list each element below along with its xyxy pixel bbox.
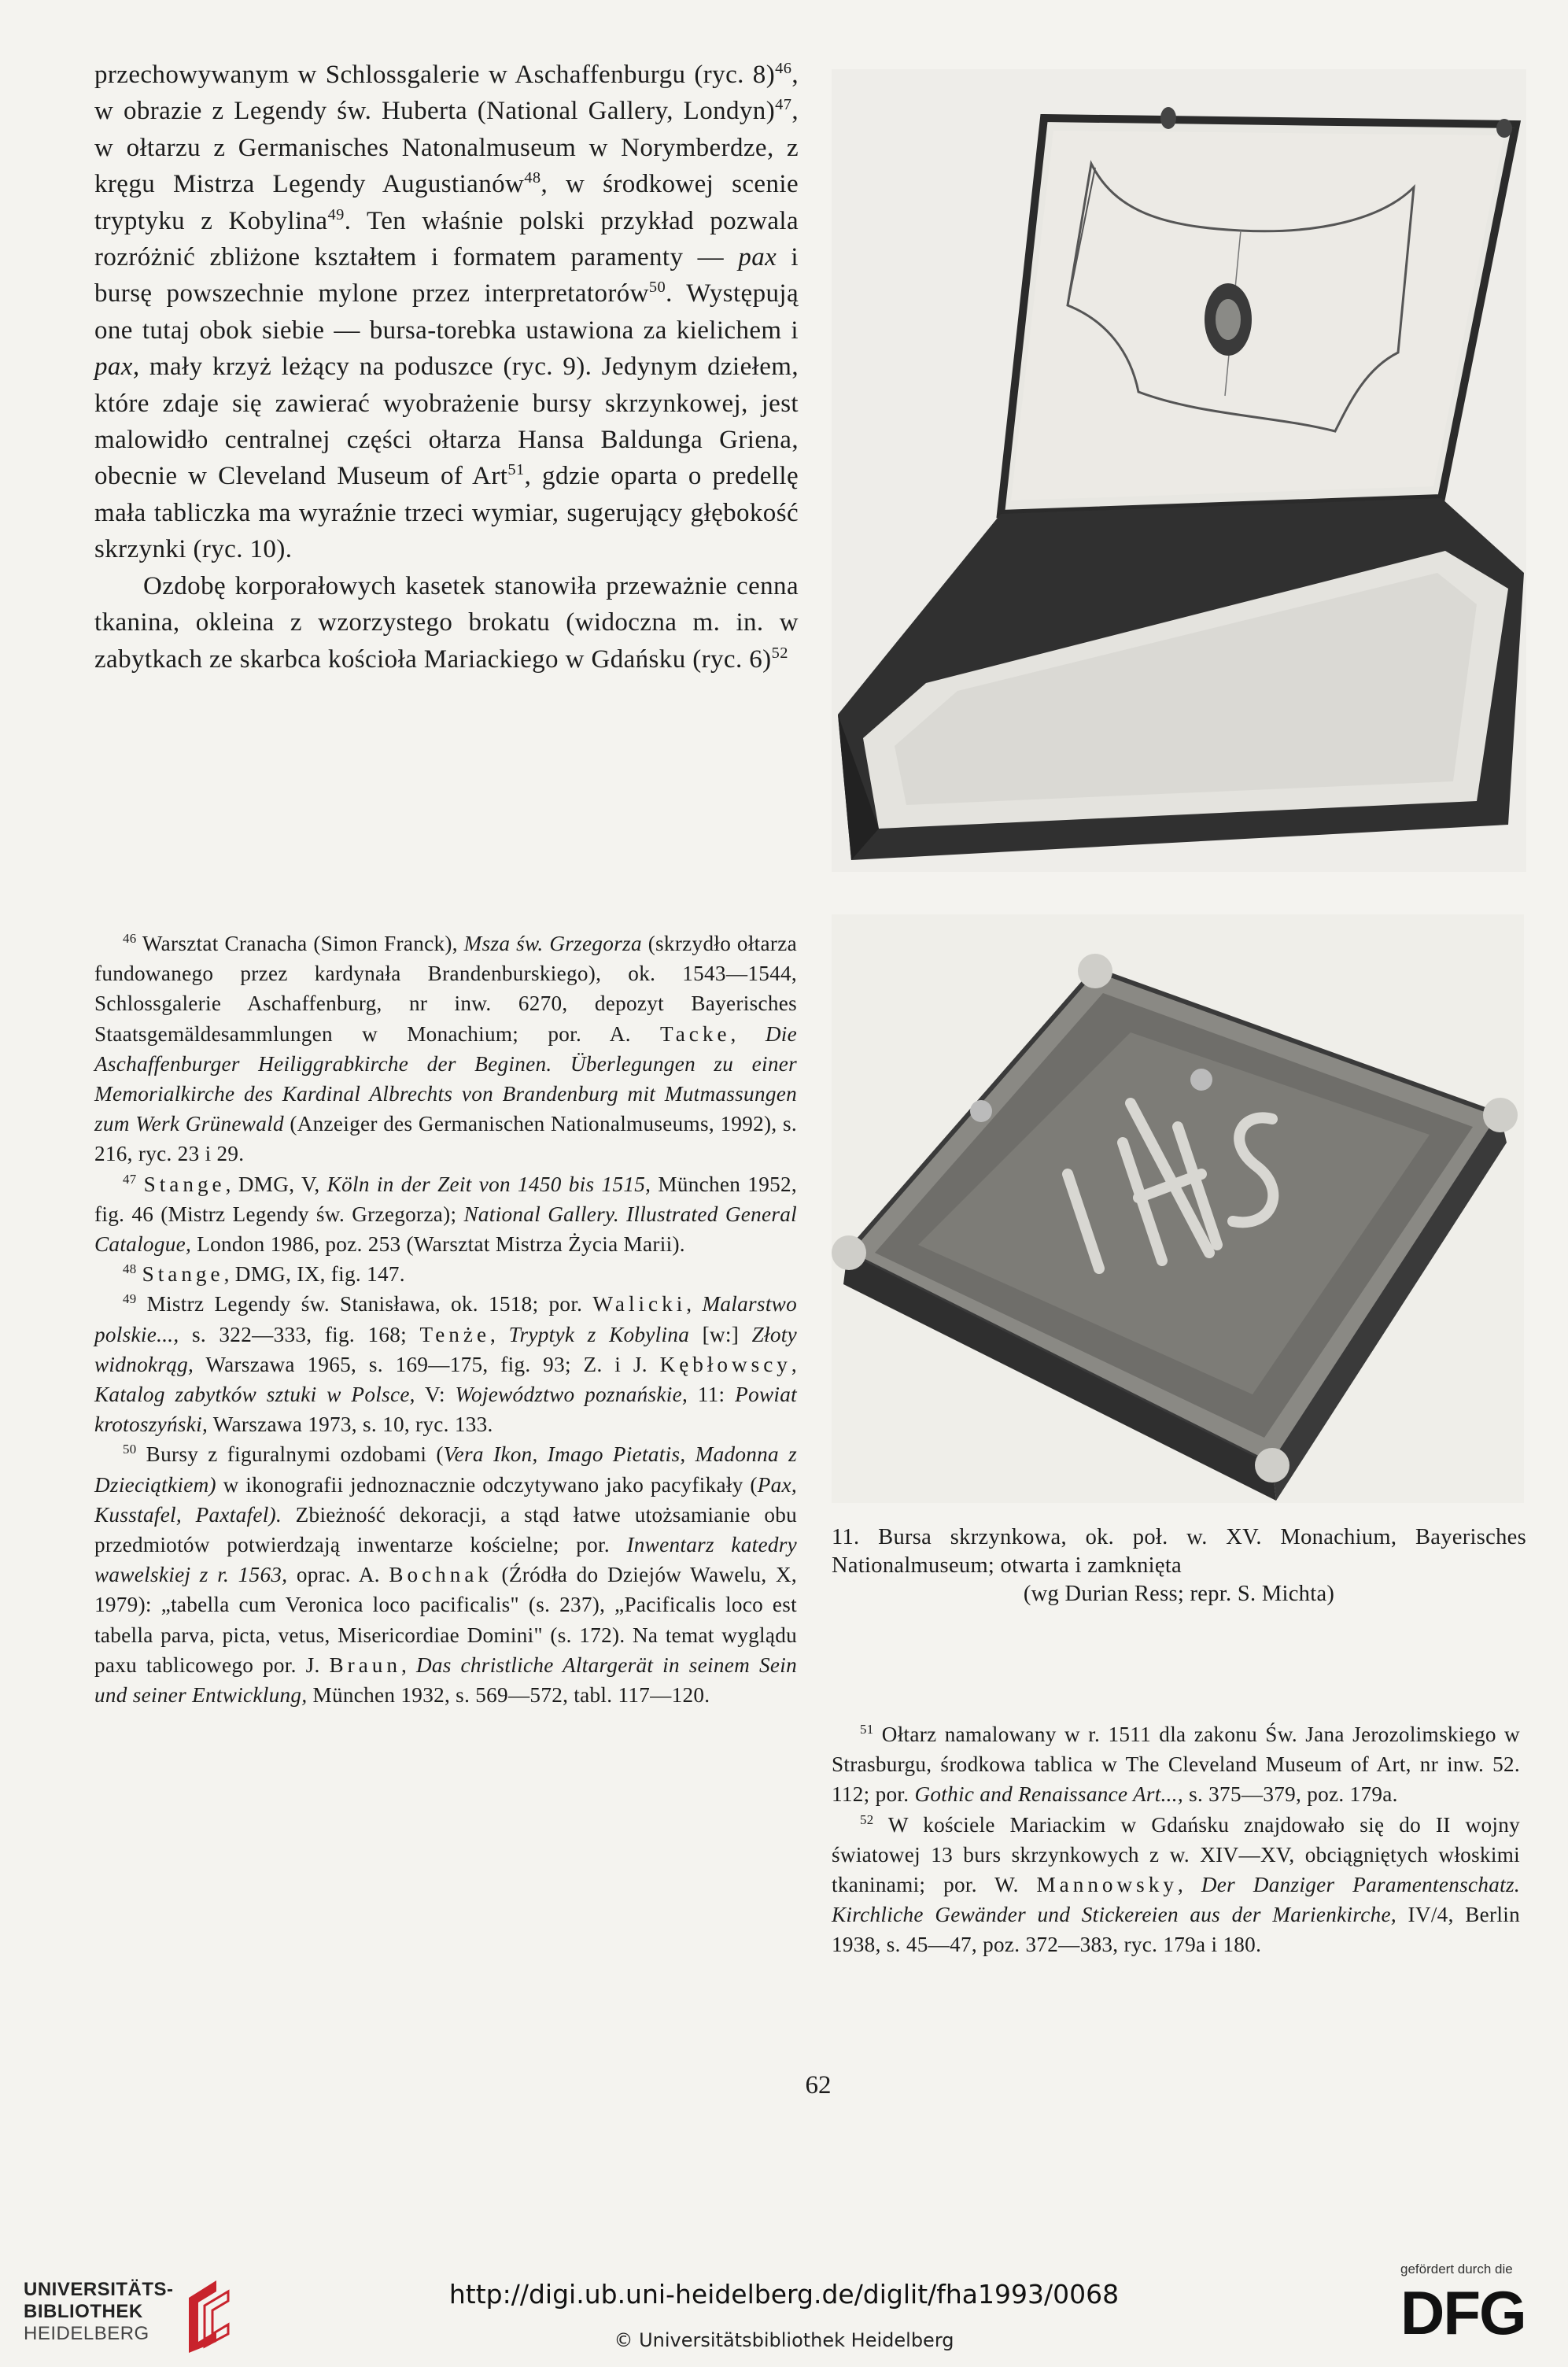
paragraph-1: przechowywanym w Schlossgalerie w Aschaffenburgu (ryc. 8)$^{46}$, w obrazie z Legendy św. Huberta (National Gallery, Londyn)$^{47}$, w ołtarzu z Germanisches Natonalmuseum w Norymberdze, z kręgu Mistrza Legendy Augustianów$^{48}$, w środkowej scenie tryptyku z Kobylina$^{49}$. Ten właśnie polski przykład pozwala rozróżnić zbliżone kształtem i formatem paramenty — pax i bursę powszechnie mylone przez interpretatorów$^{50}$. Występują one tutaj obok siebie — bursa-torebka ustawiona za kielichem i pax, mały krzyż leżący na poduszce (ryc. 9). Jedynym dziełem, które zdaje się zawierać wyobrażenie bursy skrzynkowej, jest malowidło centralnej części ołtarza Hansa Baldunga Griena, obecnie w Cleveland Museum of Art$^{51}$, gdzie oparta o predellę mała tabliczka ma wyraźnie trzeci wymiar, sugerujący głębokość skrzynki (ryc. 10). [94, 60, 799, 564]
footnote-47: $^{47}$ Stange, DMG, V, Köln in der Zeit von 1450 bis 1515, München 1952, fig. 46 (Mistrz Legendy św. Grzegorza); National Gallery. Illustrated General Catalogue, London 1986, poz. 253 (Warsztat Mistrza Życia Marii). [94, 1171, 798, 1257]
library-name: UNIVERSITÄTS- BIBLIOTHEK HEIDELBERG [24, 2279, 174, 2344]
copyright-notice: © Universitätsbibliothek Heidelberg [614, 2329, 954, 2351]
footnote-ref: 46 [775, 60, 792, 77]
dfg-logo[interactable]: gefördert durch die DFG [1400, 2262, 1526, 2347]
footnote-ref: 50 [648, 279, 666, 297]
footnote-ref: 52 [771, 644, 788, 662]
closed-box-image [832, 914, 1524, 1503]
footnote-46: $^{46}$ Warsztat Cranacha (Simon Franck), Msza św. Grzegorza (skrzydło ołtarza fundowanego przez kardynała Brandenburskiego), ok. 1543—1544, Schlossgalerie Aschaffenburg, nr inw. 6270, depozyt Bayerisches Staatsgemäldesammlungen w Monachium; por. A. Tacke, Die Aschaffenburger Heiliggrabkirche der Beginen. Überlegungen zu einer Memorialkirche des Kardinal Albrechts von Brandenburg mit Mutmassungen zum Werk Grünewald (Anzeiger des Germanischen Nationalmuseums, 1992), s. 216, ryc. 23 i 29. [94, 930, 797, 1166]
footnotes-left [94, 929, 797, 1710]
photo-closed-bursa [832, 914, 1524, 1503]
footnote-ref: 47 [775, 96, 792, 114]
main-text [94, 57, 799, 678]
footnote-50: $^{50}$ Bursy z figuralnymi ozdobami (Vera Ikon, Imago Pietatis, Madonna z Dzieciątkiem) w ikonografii jednoznacznie odczytywano jako pacyfikały (Pax, Kusstafel, Paxtafel). Zbieżność dekoracji, a stąd łatwe utożsamianie obu przedmiotów potwierdzają inwentarze kościelne; por. Inwentarz katedry wawelskiej z r. 1563, oprac. A. Bochnak (Źródła do Dziejów Wawelu, X, 1979): „tabella cum Veronica loco pacificalis" (s. 237), „Pacificalis loco est tabella parva, picta, vetus, Misericordiae Domini" (s. 172). Na temat wyglądu paxu tablicowego por. J. Braun, Das christliche Altargerät in seinem Sein und seiner Entwicklung, München 1932, s. 569—572, tabl. 117—120. [94, 1442, 798, 1708]
footnote-49: $^{49}$ Mistrz Legendy św. Stanisława, ok. 1518; por. Walicki, Malarstwo polskie..., s. 322—333, fig. 168; Tenże, Tryptyk z Kobylina [w:] Złoty widnokrąg, Warszawa 1965, s. 169—175, fig. 93; Z. i J. Kębłowscy, Katalog zabytków sztuki w Polsce, V: Województwo poznańskie, 11: Powiat krotoszyński, Warszawa 1973, s. 10, ryc. 133. [94, 1291, 797, 1437]
open-box-image [832, 69, 1526, 872]
page-number: 62 [805, 2071, 832, 2099]
footnote-51: $^{51}$ Ołtarz namalowany w r. 1511 dla zakonu Św. Jana Jerozolimskiego w Strasburgu, środkowa tablica w The Cleveland Museum of Art, nr inw. 52. 112; por. Gothic and Renaissance Art..., s. 375—379, poz. 179a. [832, 1721, 1520, 1807]
footnote-ref: 48 [524, 169, 541, 187]
photo-open-bursa [832, 69, 1526, 872]
paragraph-2: Ozdobę korporałowych kasetek stanowiła przeważnie cenna tkanina, okleina z wzorzystego brokatu (widoczna m. in. w zabytkach ze skarbca kościoła Mariackiego w Gdańsku (ryc. 6)$^{52}$ [94, 571, 799, 674]
footnote-48: $^{48}$ Stange, DMG, IX, fig. 147. [123, 1261, 405, 1287]
footnotes-right [832, 1719, 1520, 1960]
figure-caption: 11. Bursa skrzynkowa, ok. poł. w. XV. Monachium, Bayerisches Nationalmuseum; otwarta i zamknięta (wg Durian Ress; repr. S. Michta) [832, 1525, 1526, 1606]
footnote-ref: 51 [507, 461, 525, 479]
footnote-52: $^{52}$ W kościele Mariackim w Gdańsku znajdowało się do II wojny światowej 13 burs skrzynkowych z w. XIV—XV, obciągniętych włoskimi tkaninami; por. W. Mannowsky, Der Danziger Paramentenschatz. Kirchliche Gewänder und Stickereien aus der Marienkirche, IV/4, Berlin 1938, s. 45—47, poz. 372—383, ryc. 179a i 180. [832, 1811, 1520, 1957]
footer-bar [0, 2251, 1568, 2367]
permalink-url[interactable]: http://digi.ub.uni-heidelberg.de/diglit/fha1993/0068 [448, 2279, 1120, 2310]
footnote-ref: 49 [327, 205, 345, 223]
